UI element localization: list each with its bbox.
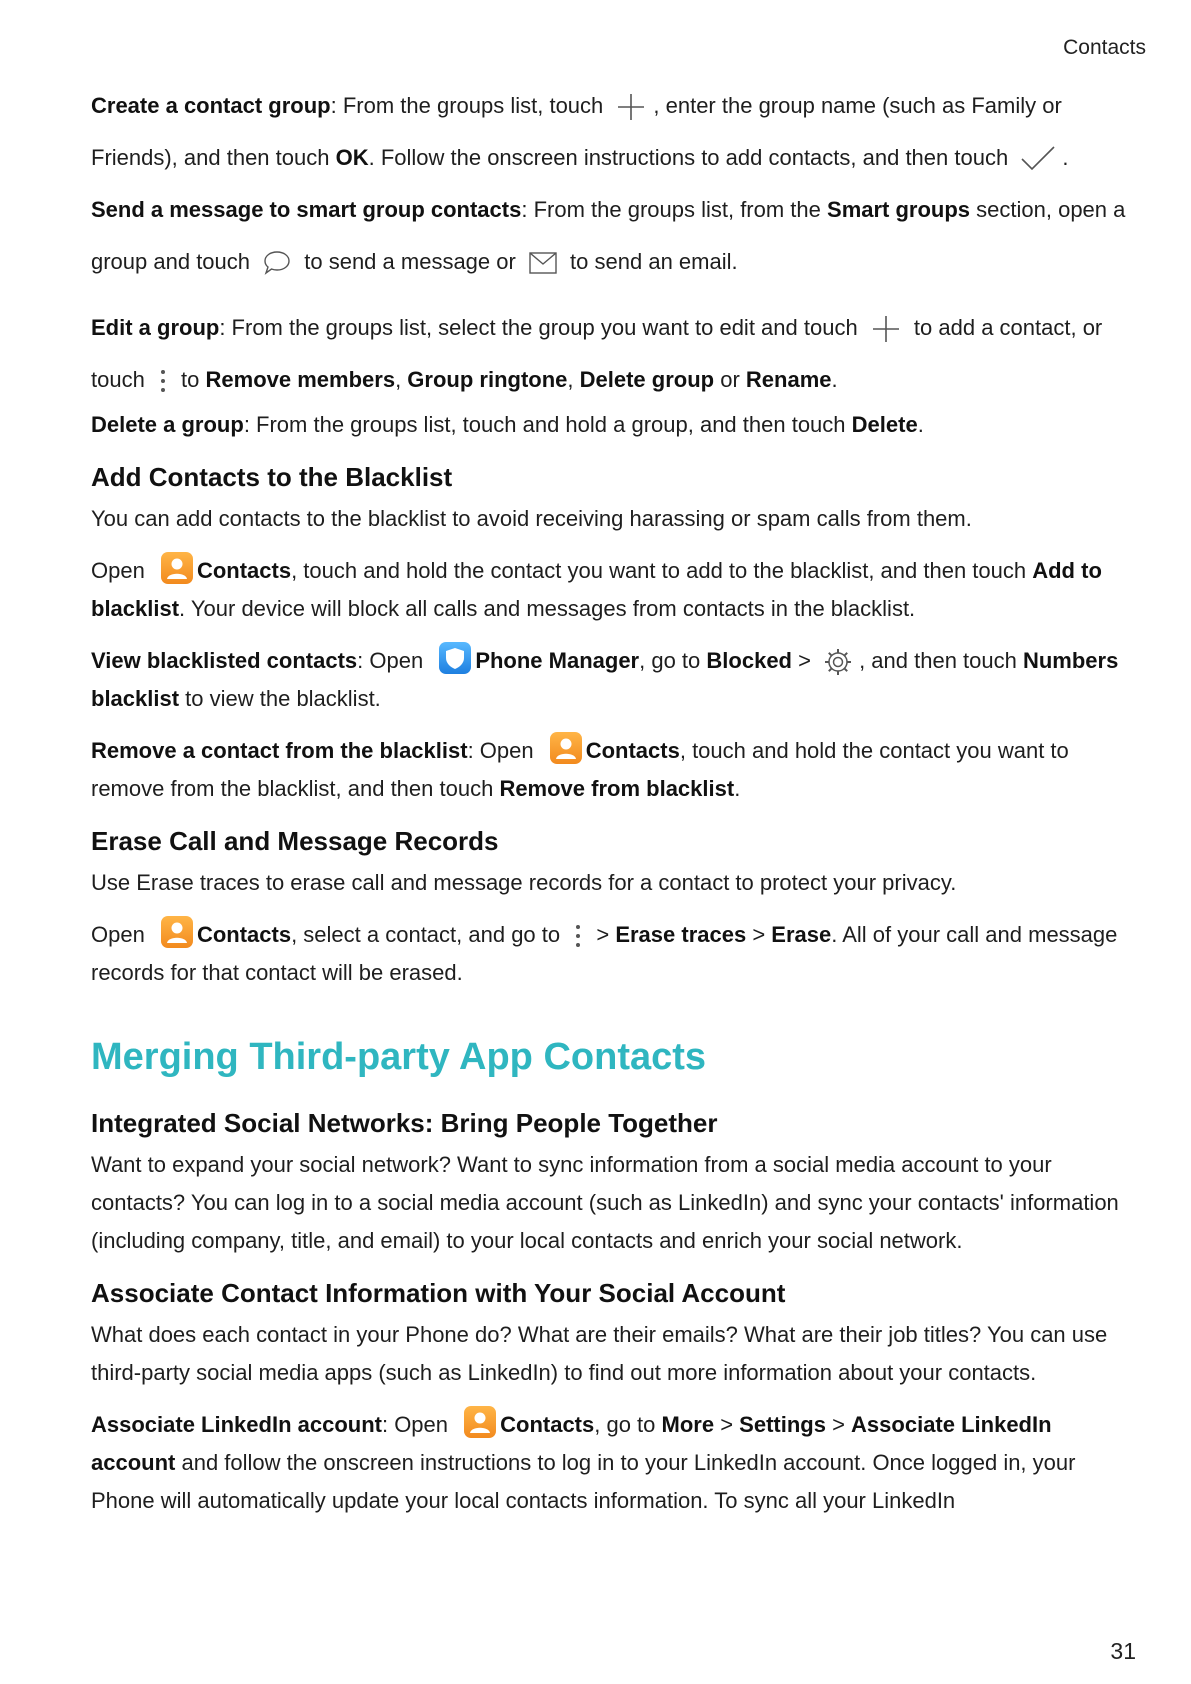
term-contacts: Contacts — [585, 738, 680, 763]
more-vertical-icon — [572, 922, 584, 950]
term-delete-group: Delete a group — [91, 412, 244, 437]
term-remove-from-blacklist: Remove from blacklist — [499, 776, 735, 801]
add-icon — [870, 313, 902, 345]
term-remove-contact: Remove a contact from the blacklist — [91, 738, 468, 763]
term-delete: Delete — [851, 412, 918, 437]
text: , go to — [639, 648, 707, 673]
text: , — [567, 367, 580, 392]
email-icon — [528, 251, 558, 275]
paragraph-delete-group — [91, 406, 1131, 444]
text: > — [825, 1412, 852, 1437]
term-send-message: Send a message to smart group contacts — [91, 197, 522, 222]
text: , touch and hold the contact you want to add to the blacklist, and then touch — [291, 558, 1033, 583]
text: . Follow the onscreen instructions to add contacts, and then touch — [368, 145, 1015, 170]
page-content — [91, 80, 1131, 1520]
text: : Open — [357, 648, 430, 673]
settings-gear-icon — [823, 647, 853, 677]
text: to view the blacklist. — [179, 686, 381, 711]
text: : From the groups list, touch and hold a group, and then touch — [243, 412, 852, 437]
text: . — [734, 776, 741, 801]
more-vertical-icon — [157, 367, 169, 395]
paragraph-edit-group — [91, 302, 1131, 406]
text: to add a contact, or touch — [91, 315, 1103, 392]
text: : From the groups list, select the group you want to edit and touch — [219, 315, 864, 340]
term-blocked: Blocked — [706, 648, 792, 673]
page-number: 31 — [1110, 1638, 1136, 1664]
term-delete-group: Delete group — [579, 367, 715, 392]
text: > — [714, 1412, 740, 1437]
text: : Open — [381, 1412, 455, 1437]
text: , go to — [594, 1412, 662, 1437]
text: . — [831, 367, 838, 392]
text: : Open — [467, 738, 540, 763]
term-contacts: Contacts — [196, 922, 292, 947]
spacer — [91, 288, 1131, 302]
paragraph-view-blacklist — [91, 642, 1131, 718]
text: > — [590, 922, 616, 947]
spacer — [91, 1260, 1131, 1274]
text: . All of your call and message records for that contact will be erased. — [91, 922, 1118, 985]
paragraph-remove-blacklist — [91, 732, 1131, 808]
text: : From the groups list, from the — [521, 197, 828, 222]
text: > — [792, 648, 818, 673]
term-smart-groups: Smart groups — [827, 197, 971, 222]
spacer — [91, 902, 1131, 916]
message-bubble-icon — [262, 249, 292, 277]
term-rename: Rename — [745, 367, 832, 392]
term-group-ringtone: Group ringtone — [407, 367, 568, 392]
term-edit-group: Edit a group — [91, 315, 220, 340]
text: . Your device will block all calls and messages from contacts in the blacklist. — [179, 596, 916, 621]
term-settings: Settings — [739, 1412, 826, 1437]
text: to — [174, 367, 206, 392]
text: , and then touch — [859, 648, 1023, 673]
term-numbers-blacklist: Numbers blacklist — [91, 648, 1119, 711]
term-create-group: Create a contact group — [91, 93, 331, 118]
spacer — [91, 1392, 1131, 1406]
text: to send a message or — [298, 249, 522, 274]
spacer — [91, 444, 1131, 458]
text: Open — [91, 558, 151, 583]
term-more: More — [661, 1412, 715, 1437]
text: , select a contact, and go to — [291, 922, 567, 947]
spacer — [91, 628, 1131, 642]
contacts-app-icon — [464, 1406, 496, 1438]
paragraph-erase-intro: Use Erase traces to erase call and message records for a contact to protect your privacy. — [91, 870, 957, 895]
text: , enter the group name (such as Family or Friends), and then touch — [91, 93, 1062, 170]
spacer — [91, 1084, 1131, 1104]
text: , touch and hold the contact you want to remove from the blacklist, and then touch — [91, 738, 1069, 801]
term-contacts: Contacts — [196, 558, 292, 583]
term-erase: Erase — [771, 922, 832, 947]
text: Open — [91, 922, 151, 947]
contacts-app-icon — [550, 732, 582, 764]
paragraph-erase-open — [91, 916, 1131, 992]
contacts-app-icon — [161, 552, 193, 584]
text: and follow the onscreen instructions to log in to your LinkedIn account. Once logged in, your Phone will automatically update your local contacts information. To sync all your LinkedIn — [91, 1450, 1076, 1513]
term-view-blacklisted: View blacklisted contacts — [91, 648, 358, 673]
term-erase-traces: Erase traces — [615, 922, 747, 947]
paragraph-blacklist-intro: You can add contacts to the blacklist to avoid receiving harassing or spam calls from them. — [91, 506, 972, 531]
heading-associate: Associate Contact Information with Your Social Account — [91, 1278, 786, 1308]
term-contacts: Contacts — [500, 1412, 595, 1437]
paragraph-social: Want to expand your social network? Want to sync information from a social media account to your contacts? You can log in to a social media account (such as LinkedIn) and sync your contacts' information (including company, title, and email) to your local contacts and enrich your social network. — [91, 1152, 1119, 1253]
term-associate-linkedin-account: Associate LinkedIn account — [91, 1412, 1052, 1475]
term-phone-manager: Phone Manager — [475, 648, 640, 673]
paragraph-linkedin — [91, 1406, 1131, 1520]
heading-social-networks: Integrated Social Networks: Bring People Together — [91, 1108, 718, 1138]
spacer — [91, 808, 1131, 822]
phone-manager-app-icon — [439, 642, 471, 674]
text: > — [746, 922, 772, 947]
contacts-app-icon — [161, 916, 193, 948]
checkmark-icon — [1020, 145, 1056, 173]
term-ok: OK — [335, 145, 369, 170]
paragraph-blacklist-open — [91, 552, 1131, 628]
spacer — [91, 538, 1131, 552]
paragraph-create-group — [91, 80, 1131, 184]
text: to send an email. — [563, 249, 738, 274]
text: or — [714, 367, 746, 392]
spacer — [91, 718, 1131, 732]
paragraph-associate: What does each contact in your Phone do? What are their emails? What are their job titles? You can use third-party social media apps (such as LinkedIn) to find out more information about your contacts. — [91, 1322, 1108, 1385]
heading-merging: Merging Third-party App Contacts — [91, 1036, 707, 1078]
spacer — [91, 992, 1131, 1030]
term-add-to-blacklist: Add to blacklist — [91, 558, 1102, 621]
paragraph-send-message — [91, 184, 1131, 288]
text: , — [395, 367, 408, 392]
heading-erase: Erase Call and Message Records — [91, 826, 499, 856]
add-icon — [615, 91, 647, 123]
text: . — [917, 412, 924, 437]
heading-blacklist: Add Contacts to the Blacklist — [91, 462, 453, 492]
term-remove-members: Remove members — [205, 367, 396, 392]
text: section, open a group and touch — [91, 197, 1126, 274]
text: : From the groups list, touch — [330, 93, 610, 118]
running-header: Contacts — [1063, 36, 1146, 59]
text: . — [1062, 145, 1069, 170]
term-associate-linkedin: Associate LinkedIn account — [91, 1412, 382, 1437]
